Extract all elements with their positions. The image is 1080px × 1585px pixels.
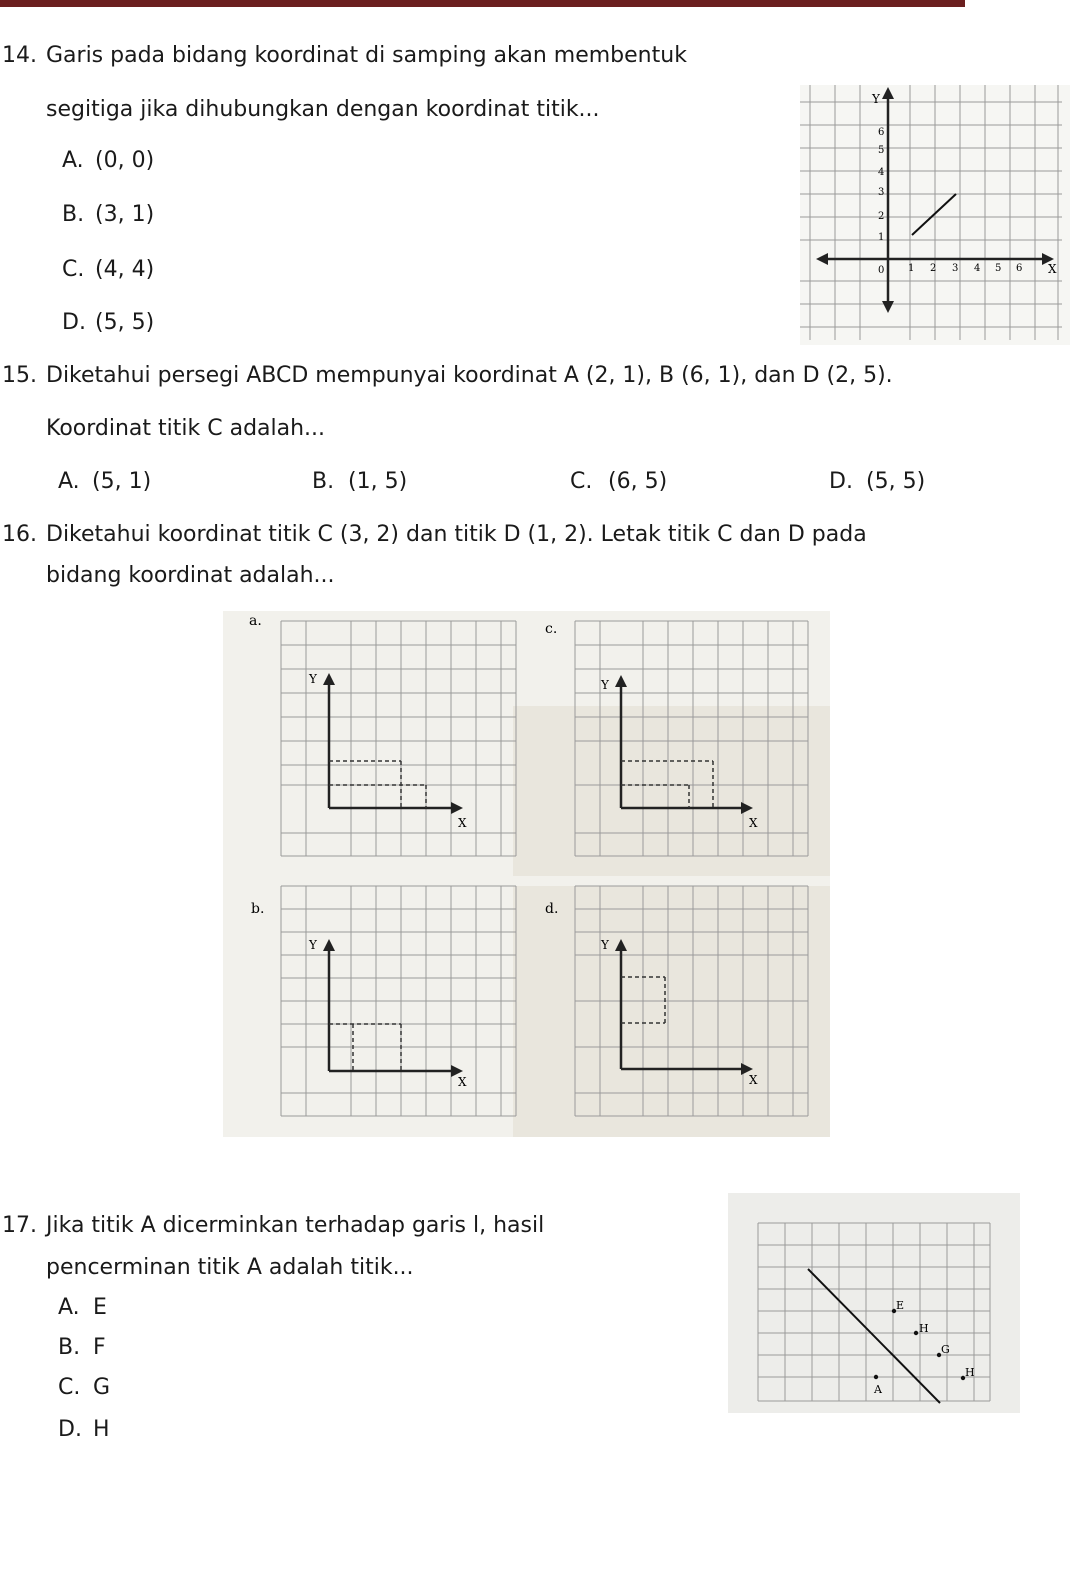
q17-option-d-value[interactable]: H	[93, 1417, 110, 1442]
q14-option-c-label: C.	[62, 257, 85, 282]
q17-option-a-label: A.	[58, 1295, 80, 1320]
q17-point-h1-label: H	[919, 1322, 929, 1335]
q16-a-label: a.	[249, 613, 262, 629]
q14-option-a-label: A.	[62, 148, 84, 173]
q15-number: 15.	[2, 363, 37, 388]
q17-point-a-dot	[874, 1375, 878, 1379]
q15-option-d-label: D.	[829, 469, 853, 494]
q16-d-x-label: X	[749, 1073, 758, 1087]
q14-y-tick-1: 1	[878, 232, 885, 243]
q16-b-label: b.	[251, 901, 265, 917]
q14-option-c-value[interactable]: (4, 4)	[95, 257, 155, 282]
q15-option-a-value[interactable]: (5, 1)	[92, 469, 152, 494]
q15-option-a-label: A.	[58, 469, 80, 494]
q17-option-b-label: B.	[58, 1335, 81, 1360]
q14-coordinate-figure	[800, 85, 1070, 345]
q14-y-tick-5: 5	[878, 145, 885, 156]
q14-x-tick-4: 4	[974, 263, 981, 274]
q14-option-b-label: B.	[62, 202, 85, 227]
q14-text-line1: Garis pada bidang koordinat di samping akan membentuk	[46, 43, 687, 68]
q16-a-x-label: X	[458, 816, 467, 830]
q16-d-label: d.	[545, 901, 559, 917]
q15-option-b-label: B.	[312, 469, 335, 494]
q17-option-a-value[interactable]: E	[93, 1295, 107, 1320]
q14-x-label: X	[1048, 262, 1057, 276]
q14-option-b-value[interactable]: (3, 1)	[95, 202, 155, 227]
q16-b-x-label: X	[458, 1075, 467, 1089]
q15-option-c-label: C.	[570, 469, 593, 494]
q14-text-line2: segitiga jika dihubungkan dengan koordinat titik...	[46, 97, 600, 122]
q16-number: 16.	[2, 522, 37, 547]
q17-option-b-value[interactable]: F	[93, 1335, 106, 1360]
q17-option-c-label: C.	[58, 1375, 81, 1400]
q14-y-tick-3: 3	[878, 187, 885, 198]
q16-c-x-label: X	[749, 816, 758, 830]
q14-option-a-value[interactable]: (0, 0)	[95, 148, 155, 173]
q16-c-y-label: Y	[601, 678, 609, 692]
q17-text-line1: Jika titik A dicerminkan terhadap garis l, hasil	[46, 1213, 545, 1238]
q14-x-tick-3: 3	[952, 263, 959, 274]
top-border	[0, 0, 965, 7]
q14-origin-label: 0	[878, 265, 885, 276]
q14-y-label: Y	[872, 92, 880, 106]
q17-point-e-label: E	[896, 1299, 905, 1312]
q14-y-tick-6: 6	[878, 127, 885, 138]
q15-text-line1: Diketahui persegi ABCD mempunyai koordinat A (2, 1), B (6, 1), dan D (2, 5).	[46, 363, 893, 388]
q14-number: 14.	[2, 43, 37, 68]
q14-y-tick-2: 2	[878, 211, 885, 222]
q17-number: 17.	[2, 1213, 37, 1238]
q16-a-y-label: Y	[309, 672, 317, 686]
q14-x-tick-1: 1	[908, 263, 915, 274]
q16-text-line2: bidang koordinat adalah...	[46, 563, 335, 588]
q16-b-y-label: Y	[309, 938, 317, 952]
q14-option-d-value[interactable]: (5, 5)	[95, 310, 155, 335]
q15-option-d-value[interactable]: (5, 5)	[866, 469, 926, 494]
q16-text-line1: Diketahui koordinat titik C (3, 2) dan titik D (1, 2). Letak titik C dan D pada	[46, 522, 867, 547]
q14-x-tick-5: 5	[995, 263, 1002, 274]
q14-option-d-label: D.	[62, 310, 86, 335]
q15-option-b-value[interactable]: (1, 5)	[348, 469, 408, 494]
q17-point-h1-dot	[914, 1331, 918, 1335]
q17-point-a-label: A	[874, 1383, 882, 1396]
q16-options-figure	[223, 611, 830, 1137]
q17-point-h2-label: H	[965, 1366, 975, 1379]
q15-text-line2: Koordinat titik C adalah...	[46, 416, 326, 441]
q17-option-d-label: D.	[58, 1417, 82, 1442]
q14-y-tick-4: 4	[878, 167, 885, 178]
q17-text-line2: pencerminan titik A adalah titik...	[46, 1255, 414, 1280]
q16-c-label: c.	[545, 621, 558, 637]
q14-x-tick-6: 6	[1016, 263, 1023, 274]
q17-reflection-figure	[728, 1193, 1020, 1413]
q16-d-y-label: Y	[601, 938, 609, 952]
q17-option-c-value[interactable]: G	[93, 1375, 111, 1400]
q14-x-tick-2: 2	[930, 263, 937, 274]
q17-point-g-label: G	[941, 1343, 950, 1356]
q15-option-c-value[interactable]: (6, 5)	[608, 469, 668, 494]
